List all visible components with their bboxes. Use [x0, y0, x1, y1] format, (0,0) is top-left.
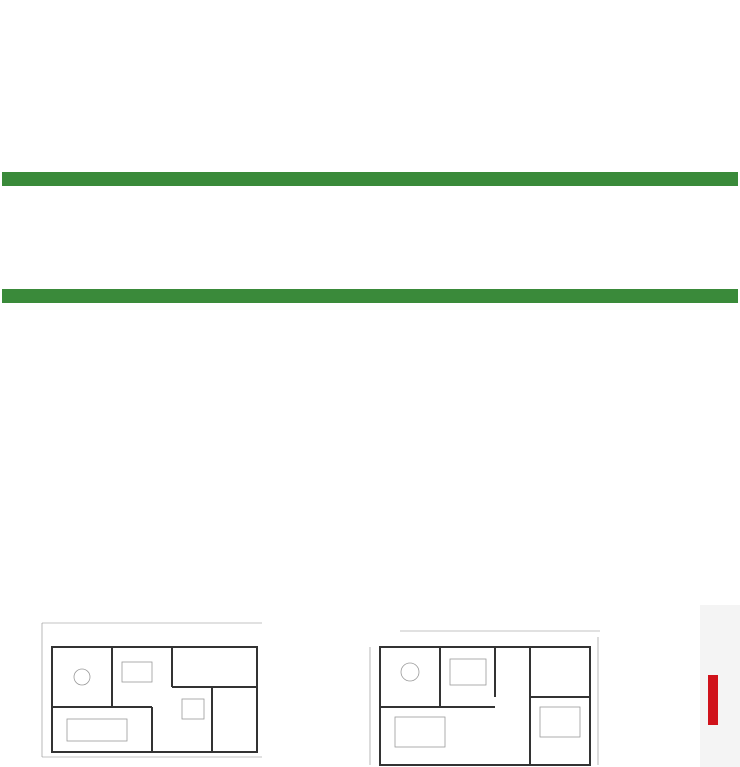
- floor-plans: [0, 605, 740, 767]
- selling-points-title: [2, 289, 738, 303]
- floor-plan-91: [320, 607, 620, 767]
- red-highlight-strip: [700, 605, 740, 767]
- floor-plan-81: [22, 607, 277, 767]
- basic-info-title: [2, 172, 738, 186]
